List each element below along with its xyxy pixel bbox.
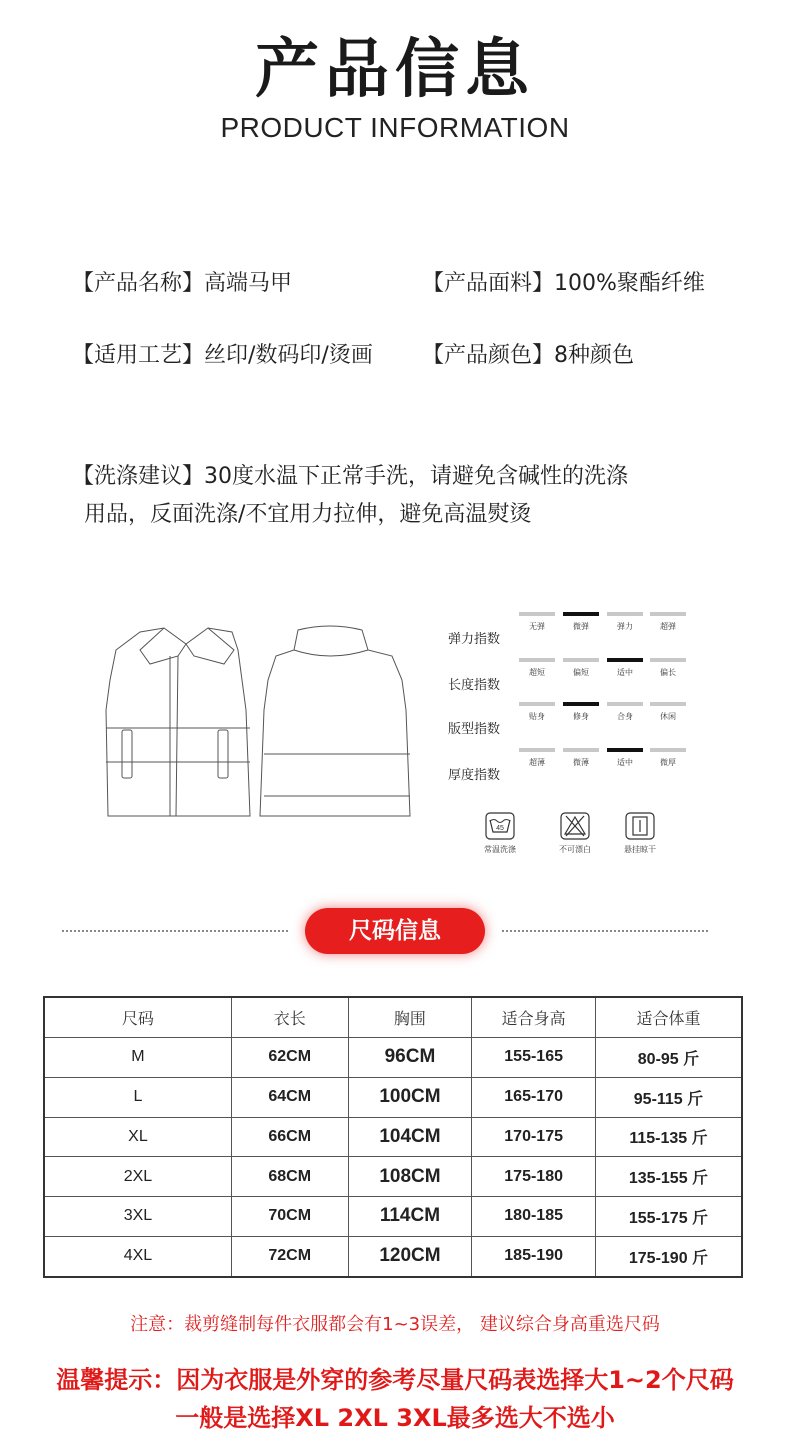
info-product-name: 【产品名称】高端马甲 (72, 271, 293, 296)
table-cell: 62CM (231, 1038, 348, 1078)
vest-illustration (100, 620, 420, 820)
divider-right (502, 930, 708, 932)
column-header: 尺码 (44, 997, 231, 1038)
table-cell: 96CM (348, 1038, 472, 1078)
index-bar (519, 612, 555, 616)
wash-advice-line2: 用品，反面洗涤/不宜用力拉伸，避免高温熨烫 (84, 502, 532, 527)
index-bar (563, 658, 599, 662)
index-bar (563, 612, 599, 616)
index-option-label: 合身 (617, 712, 633, 721)
table-row (44, 1236, 742, 1277)
index-option-label: 偏长 (660, 668, 676, 677)
column-header: 适合身高 (472, 997, 596, 1038)
care-no-bleach-label: 不可漂白 (559, 845, 591, 854)
table-cell: 135-155 斤 (595, 1157, 742, 1197)
index-bar (563, 748, 599, 752)
index-bar (650, 612, 686, 616)
table-row (44, 1157, 742, 1197)
index-option-label: 修身 (573, 712, 589, 721)
table-cell: 108CM (348, 1157, 472, 1197)
table-cell: 104CM (348, 1117, 472, 1157)
index-label: 厚度指数 (448, 768, 501, 783)
index-bar (607, 612, 643, 616)
table-cell: XL (44, 1117, 231, 1157)
table-cell: 175-190 斤 (595, 1236, 742, 1277)
size-section-title: 尺码信息 (305, 908, 485, 954)
sizing-tip-line2: 一般是选择XL 2XL 3XL最多选大不选小 (175, 1404, 615, 1432)
index-bar (650, 702, 686, 706)
table-cell: 185-190 (472, 1236, 596, 1277)
table-cell: 66CM (231, 1117, 348, 1157)
table-cell: 4XL (44, 1236, 231, 1277)
no-bleach-icon (560, 812, 590, 840)
table-cell: 155-165 (472, 1038, 596, 1078)
index-bar (519, 702, 555, 706)
table-row (44, 1077, 742, 1117)
table-cell: 100CM (348, 1077, 472, 1117)
index-bar (563, 702, 599, 706)
table-cell: M (44, 1038, 231, 1078)
index-option-label: 微弹 (573, 622, 589, 631)
table-cell: 114CM (348, 1197, 472, 1237)
size-table (43, 996, 743, 1278)
table-cell: 70CM (231, 1197, 348, 1237)
divider-left (62, 930, 288, 932)
index-bar (607, 748, 643, 752)
wash-tub-icon (485, 812, 515, 840)
table-cell: 80-95 斤 (595, 1038, 742, 1078)
table-cell: L (44, 1077, 231, 1117)
info-product-color: 【产品颜色】8种颜色 (422, 343, 634, 368)
care-hang-dry (610, 812, 670, 855)
column-header: 适合体重 (595, 997, 742, 1038)
care-normal-wash-label: 常温洗涤 (484, 845, 516, 854)
index-option-label: 偏短 (573, 668, 589, 677)
index-bar (519, 658, 555, 662)
wash-advice-line1: 【洗涤建议】30度水温下正常手洗，请避免含碱性的洗涤 (72, 464, 628, 489)
table-cell: 175-180 (472, 1157, 596, 1197)
table-cell: 95-115 斤 (595, 1077, 742, 1117)
index-label: 弹力指数 (448, 632, 501, 647)
index-option-label: 适中 (617, 758, 633, 767)
size-table-header (44, 997, 742, 1038)
index-bar (607, 658, 643, 662)
table-cell: 180-185 (472, 1197, 596, 1237)
wash-advice (72, 458, 628, 534)
table-cell: 155-175 斤 (595, 1197, 742, 1237)
table-cell: 115-135 斤 (595, 1117, 742, 1157)
table-cell: 120CM (348, 1236, 472, 1277)
hang-dry-icon (625, 812, 655, 840)
table-cell: 72CM (231, 1236, 348, 1277)
index-option-label: 微厚 (660, 758, 676, 767)
table-cell: 170-175 (472, 1117, 596, 1157)
index-option-label: 微薄 (573, 758, 589, 767)
care-hang-dry-label: 悬挂晾干 (624, 845, 656, 854)
index-option-label: 适中 (617, 668, 633, 677)
index-label: 版型指数 (448, 722, 501, 737)
index-bar (650, 748, 686, 752)
index-option-label: 休闲 (660, 712, 676, 721)
svg-text:45: 45 (496, 825, 504, 832)
index-option-label: 无弹 (529, 622, 545, 631)
index-option-label: 超短 (529, 668, 545, 677)
table-cell: 165-170 (472, 1077, 596, 1117)
tolerance-note: 注意：裁剪缝制每件衣服都会有1~3误差， 建议综合身高重选尺码 (130, 1314, 660, 1335)
page-subtitle: PRODUCT INFORMATION (220, 112, 570, 143)
table-row (44, 1197, 742, 1237)
table-row (44, 1117, 742, 1157)
table-row (44, 1038, 742, 1078)
page-title: 产品信息 (255, 33, 535, 107)
index-bar (607, 702, 643, 706)
column-header: 胸围 (348, 997, 472, 1038)
info-craft: 【适用工艺】丝印/数码印/烫画 (72, 343, 373, 368)
index-option-label: 超弹 (660, 622, 676, 631)
care-normal-wash (470, 812, 530, 855)
index-bar (650, 658, 686, 662)
index-option-label: 弹力 (617, 622, 633, 631)
index-bar (519, 748, 555, 752)
index-label: 长度指数 (448, 678, 501, 693)
sizing-tip-line1: 温馨提示：因为衣服是外穿的参考尽量尺码表选择大1~2个尺码 (56, 1366, 734, 1394)
care-no-bleach (545, 812, 605, 855)
table-cell: 3XL (44, 1197, 231, 1237)
table-cell: 68CM (231, 1157, 348, 1197)
table-cell: 64CM (231, 1077, 348, 1117)
index-option-label: 超薄 (529, 758, 545, 767)
table-cell: 2XL (44, 1157, 231, 1197)
info-product-fabric: 【产品面料】100%聚酯纤维 (422, 271, 705, 296)
column-header: 衣长 (231, 997, 348, 1038)
index-option-label: 贴身 (529, 712, 545, 721)
